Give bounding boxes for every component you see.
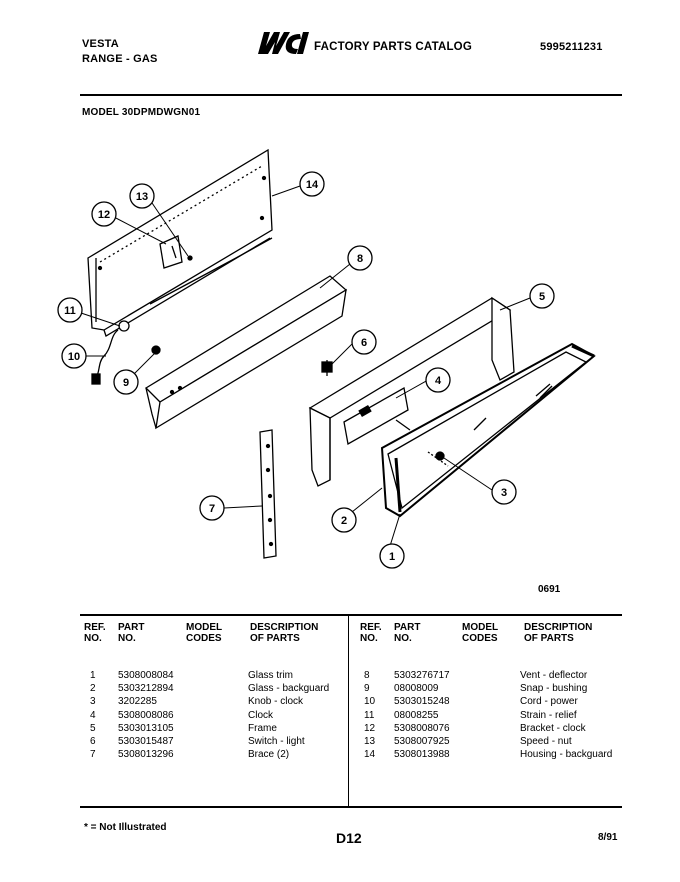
callout-11: 11 [64,305,76,317]
brand-name: VESTA [82,38,119,50]
table-row-11: 11 [364,709,375,721]
table-row-5: 5 [90,722,96,734]
table-row-8: 8 [364,670,370,681]
revision-date: 8/91 [598,832,618,843]
callout-9: 9 [122,377,130,389]
header-rule [80,94,622,96]
part-brace [260,430,276,558]
part-number: 5303276717 [394,670,450,681]
part-number: 3202285 [118,696,157,708]
callout-10: 10 [67,351,81,363]
part-number: 5303015248 [394,696,450,708]
header-model-codes-right: MODEL CODES [462,622,499,644]
part-number: 5308013988 [394,749,450,761]
catalog-title: FACTORY PARTS CATALOG [314,41,472,53]
part-number: 5308008076 [394,722,450,734]
catalog-number: 5995211231 [540,41,603,53]
callout-2: 2 [340,515,348,527]
table-row-9: 9 [364,683,370,695]
part-switch-light [322,360,332,376]
callout-5: 5 [538,291,546,303]
part-description: Clock [248,709,274,721]
callout-6: 6 [360,337,368,349]
part-description: Strain - relief [520,709,577,721]
part-description: Brace (2) [248,749,290,761]
part-number: 5303212894 [118,683,174,695]
table-bottom-rule [80,806,622,808]
callout-7: 7 [208,503,216,515]
footnote: * = Not Illustrated [84,822,167,833]
part-number: 5303015487 [118,736,174,747]
table-row-3: 3 [90,696,96,708]
part-number: 08008255 [394,709,439,721]
part-number: 5308008086 [118,709,174,721]
table-top-rule [80,614,622,616]
part-description: Knob - clock [248,696,304,708]
part-number: 5308013296 [118,749,174,761]
table-row-14: 14 [364,749,376,761]
callout-14: 14 [305,179,319,191]
table-row-4: 4 [90,709,96,721]
part-number: 5303013105 [118,722,174,734]
table-row-10: 10 [364,696,376,708]
part-number: 5308007925 [394,736,450,747]
callout-8: 8 [356,253,364,265]
product-type: RANGE - GAS [82,53,158,65]
part-description: Speed - nut [520,736,572,747]
part-description: Glass trim [248,670,293,681]
callout-13: 13 [135,191,149,203]
table-row-12: 12 [364,722,376,734]
model-number: MODEL 30DPMDWGN01 [82,107,201,118]
figure-code: 0691 [538,584,561,595]
part-housing-backguard [88,150,272,336]
part-description: Snap - bushing [520,683,588,695]
header-model-codes-left: MODEL CODES [186,622,223,644]
table-row-2: 2 [90,683,96,695]
part-description: Bracket - clock [520,722,586,734]
parts-list-right [0,669,680,769]
header-ref-no-right: REF. NO. [360,622,382,644]
exploded-parts-diagram [0,130,680,610]
part-number: 5308008084 [118,670,174,681]
table-row-13: 13 [364,736,376,747]
wci-logo [256,30,314,56]
part-glass-trim [382,344,594,516]
callout-1: 1 [388,551,396,563]
page-number: D12 [336,830,362,846]
part-description: Housing - backguard [520,749,613,761]
header-part-no-right: PART NO. [394,622,421,644]
part-number: 08008009 [394,683,439,695]
part-description: Frame [248,722,277,734]
callout-4: 4 [434,375,442,387]
part-snap-bushing [152,346,160,354]
part-description: Vent - deflector [520,670,588,681]
part-description: Glass - backguard [248,683,330,695]
part-description: Cord - power [520,696,578,708]
header-description-left: DESCRIPTION OF PARTS [250,622,319,644]
table-row-7: 7 [90,749,96,761]
header-description-right: DESCRIPTION OF PARTS [524,622,593,644]
callout-3: 3 [500,487,508,499]
header-part-no-left: PART NO. [118,622,145,644]
callout-12: 12 [97,209,111,221]
table-row-1: 1 [90,670,96,681]
part-description: Switch - light [248,736,305,747]
header-ref-no-left: REF. NO. [84,622,106,644]
table-row-6: 6 [90,736,96,747]
